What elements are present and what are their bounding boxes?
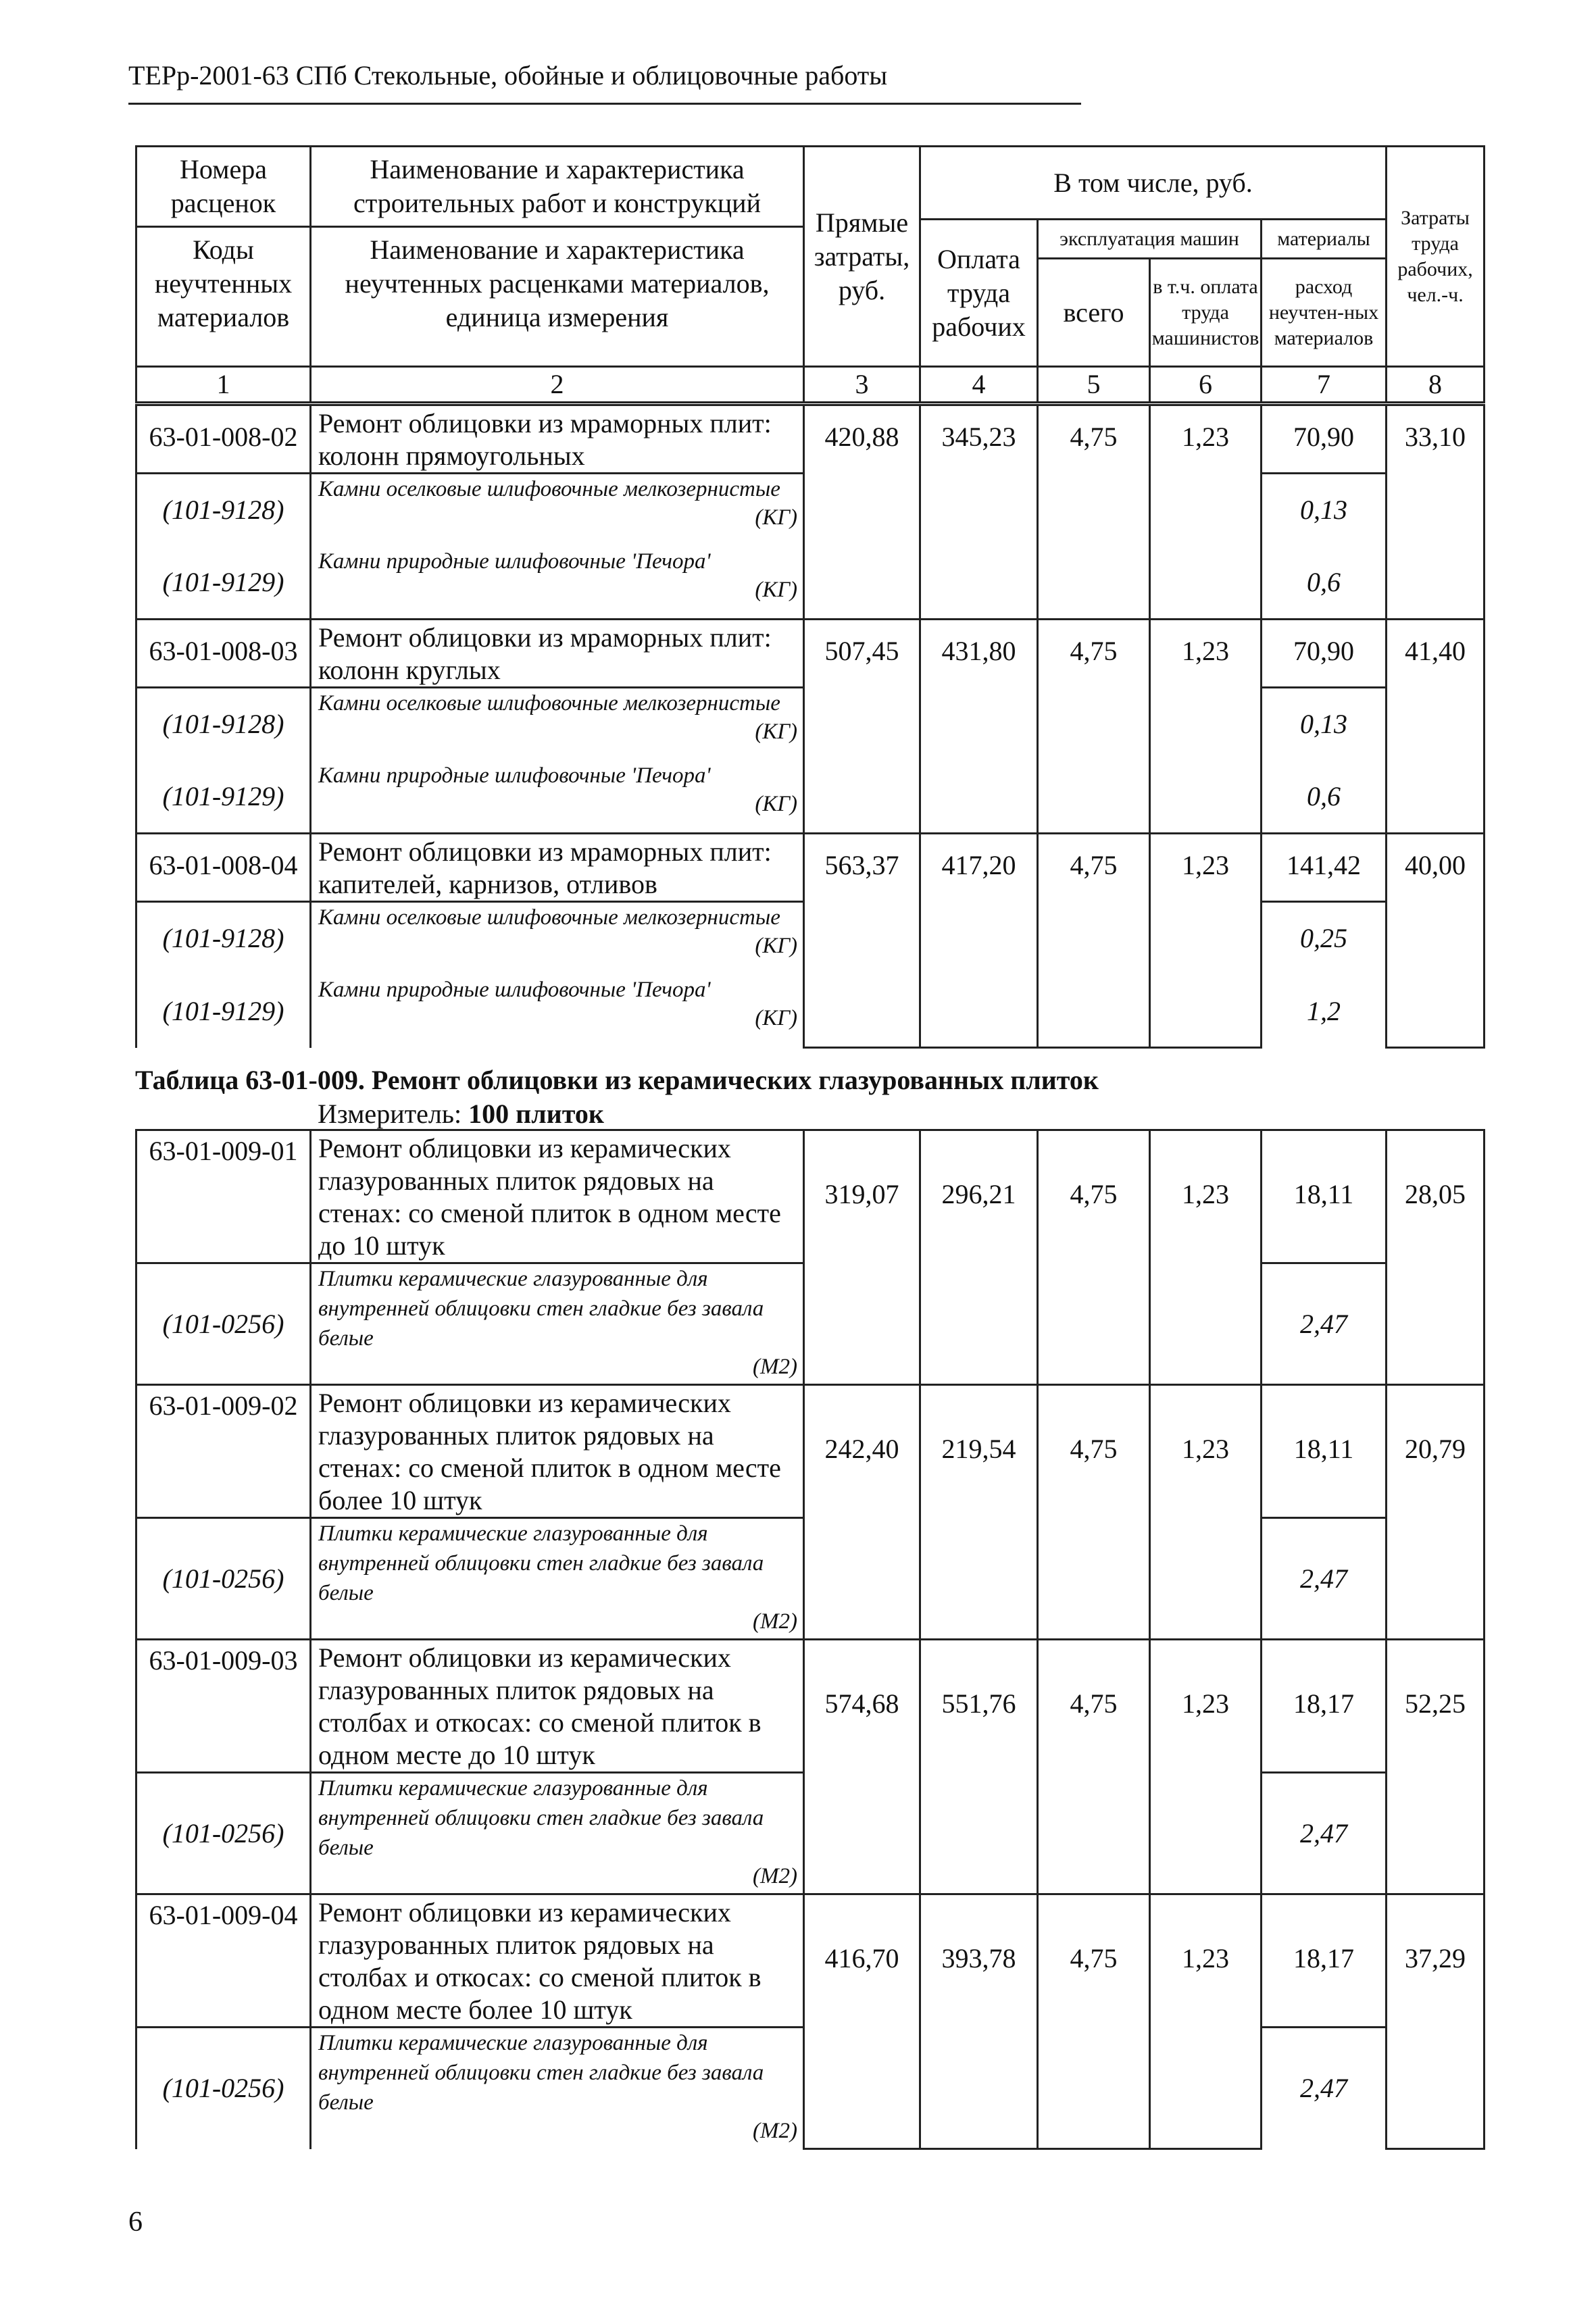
table-row bbox=[136, 1894, 1485, 2028]
work-name: Ремонт облицовки из керамических глазурованных плиток рядовых на стенах: со сменой плиток в одном месте более 10 штук bbox=[311, 1385, 804, 1518]
material-name: Камни природные шлифовочные 'Печора' bbox=[318, 763, 711, 788]
work-name: Ремонт облицовки из керамических глазурованных плиток рядовых на стенах: со сменой плиток в одном месте до 10 штук bbox=[311, 1130, 804, 1263]
material-quantity: 2,47 bbox=[1262, 2028, 1387, 2149]
material-cell bbox=[311, 547, 804, 620]
material-quantity: 0,13 bbox=[1262, 474, 1387, 547]
table-009-body bbox=[135, 1129, 1485, 2150]
material-unit: (КГ) bbox=[755, 934, 797, 958]
machine-labor: 1,23 bbox=[1150, 405, 1262, 620]
machine-total: 4,75 bbox=[1038, 1640, 1150, 1894]
material-name: Плитки керамические глазурованные для внутренней облицовки стен гладкие без завала белые bbox=[318, 1776, 764, 1860]
machine-labor: 1,23 bbox=[1150, 834, 1262, 1048]
machine-total: 4,75 bbox=[1038, 1385, 1150, 1640]
machine-total: 4,75 bbox=[1038, 834, 1150, 1048]
material-quantity: 0,6 bbox=[1262, 761, 1387, 834]
direct-cost: 242,40 bbox=[804, 1385, 920, 1640]
work-name: Ремонт облицовки из мраморных плит: капителей, карнизов, отливов bbox=[311, 834, 804, 902]
machine-total: 4,75 bbox=[1038, 620, 1150, 834]
material-code: (101-9128) bbox=[136, 688, 311, 761]
material-code: (101-9128) bbox=[136, 902, 311, 975]
labor-cost: 345,23 bbox=[920, 405, 1038, 620]
page-title: ТЕРр-2001-63 СПб Стекольные, обойные и облицовочные работы bbox=[128, 60, 888, 91]
labor-hours: 37,29 bbox=[1387, 1894, 1485, 2149]
table-row bbox=[136, 1130, 1485, 1263]
direct-cost: 420,88 bbox=[804, 405, 920, 620]
rate-code: 63-01-008-03 bbox=[136, 620, 311, 688]
table-009-caption: Таблица 63-01-009. Ремонт облицовки из керамических глазурованных плиток bbox=[135, 1065, 1099, 1095]
material-code: (101-9128) bbox=[136, 474, 311, 547]
header-col-6: в т.ч. оплата труда машинистов bbox=[1150, 259, 1262, 367]
labor-cost: 417,20 bbox=[920, 834, 1038, 1048]
machine-total: 4,75 bbox=[1038, 405, 1150, 620]
labor-cost: 431,80 bbox=[920, 620, 1038, 834]
table-row bbox=[136, 405, 1485, 474]
material-cell bbox=[311, 474, 804, 547]
material-quantity: 2,47 bbox=[1262, 1263, 1387, 1385]
title-rule bbox=[128, 103, 1081, 105]
table-row bbox=[136, 1640, 1485, 1773]
materials-cost: 18,17 bbox=[1262, 1894, 1387, 2028]
header-col-8: Затраты труда рабочих, чел.-ч. bbox=[1387, 147, 1485, 367]
header-machines: эксплуатация машин bbox=[1038, 220, 1262, 259]
header-col-2-bottom: Наименование и характеристика неучтенных расценками материалов, единица измерения bbox=[345, 234, 770, 332]
rate-code: 63-01-009-01 bbox=[136, 1130, 311, 1263]
material-name: Камни оселковые шлифовочные мелкозернистые bbox=[318, 905, 780, 930]
table-row bbox=[136, 1385, 1485, 1518]
labor-hours: 40,00 bbox=[1387, 834, 1485, 1048]
header-col-3: Прямые затраты, руб. bbox=[804, 147, 920, 367]
materials-cost: 18,17 bbox=[1262, 1640, 1387, 1773]
machine-labor: 1,23 bbox=[1150, 620, 1262, 834]
header-num-4: 4 bbox=[920, 367, 1038, 403]
material-quantity: 0,6 bbox=[1262, 547, 1387, 620]
material-name: Плитки керамические глазурованные для внутренней облицовки стен гладкие без завала белые bbox=[318, 1267, 764, 1351]
machine-labor: 1,23 bbox=[1150, 1385, 1262, 1640]
direct-cost: 574,68 bbox=[804, 1640, 920, 1894]
unit-value: 100 плиток bbox=[468, 1099, 604, 1129]
header-num-6: 6 bbox=[1150, 367, 1262, 403]
header-col-2-top: Наименование и характеристика строительных работ и конструкций bbox=[311, 147, 803, 228]
material-code: (101-9129) bbox=[136, 761, 311, 834]
material-name: Плитки керамические глазурованные для внутренней облицовки стен гладкие без завала белые bbox=[318, 2031, 764, 2115]
column-header-table bbox=[135, 145, 1485, 403]
material-unit: (М2) bbox=[753, 2119, 797, 2143]
machine-labor: 1,23 bbox=[1150, 1130, 1262, 1385]
material-code: (101-9129) bbox=[136, 547, 311, 620]
material-cell bbox=[311, 761, 804, 834]
material-cell bbox=[311, 1518, 804, 1640]
work-name: Ремонт облицовки из мраморных плит: колонн прямоугольных bbox=[311, 405, 804, 474]
material-unit: (М2) bbox=[753, 1864, 797, 1888]
header-col-1-top: Номера расценок bbox=[137, 147, 309, 228]
work-name: Ремонт облицовки из мраморных плит: колонн круглых bbox=[311, 620, 804, 688]
direct-cost: 416,70 bbox=[804, 1894, 920, 2149]
labor-hours: 41,40 bbox=[1387, 620, 1485, 834]
materials-cost: 70,90 bbox=[1262, 405, 1387, 474]
table-008-body bbox=[135, 404, 1485, 1049]
table-row bbox=[136, 834, 1485, 902]
labor-hours: 52,25 bbox=[1387, 1640, 1485, 1894]
material-code: (101-0256) bbox=[136, 1773, 311, 1894]
direct-cost: 319,07 bbox=[804, 1130, 920, 1385]
material-cell bbox=[311, 902, 804, 975]
labor-cost: 393,78 bbox=[920, 1894, 1038, 2149]
material-name: Камни природные шлифовочные 'Печора' bbox=[318, 549, 711, 574]
header-col-2 bbox=[311, 147, 804, 367]
labor-hours: 28,05 bbox=[1387, 1130, 1485, 1385]
header-num-3: 3 bbox=[804, 367, 920, 403]
material-quantity: 0,13 bbox=[1262, 688, 1387, 761]
header-col-1-bottom: Коды неучтенных материалов bbox=[154, 234, 293, 332]
material-name: Камни оселковые шлифовочные мелкозернистые bbox=[318, 691, 780, 715]
materials-cost: 141,42 bbox=[1262, 834, 1387, 902]
work-name: Ремонт облицовки из керамических глазурованных плиток рядовых на столбах и откосах: со сменой плиток в одном месте более 10 штук bbox=[311, 1894, 804, 2028]
machine-labor: 1,23 bbox=[1150, 1640, 1262, 1894]
table-009-unit bbox=[318, 1098, 604, 1130]
rate-code: 63-01-008-04 bbox=[136, 834, 311, 902]
page-number: 6 bbox=[128, 2207, 143, 2238]
material-name: Плитки керамические глазурованные для внутренней облицовки стен гладкие без завала белые bbox=[318, 1521, 764, 1605]
labor-hours: 20,79 bbox=[1387, 1385, 1485, 1640]
material-quantity: 1,2 bbox=[1262, 975, 1387, 1048]
material-unit: (М2) bbox=[753, 1355, 797, 1379]
material-unit: (М2) bbox=[753, 1609, 797, 1634]
material-quantity: 2,47 bbox=[1262, 1773, 1387, 1894]
header-num-7: 7 bbox=[1262, 367, 1387, 403]
header-group: В том числе, руб. bbox=[920, 147, 1387, 220]
header-materials: материалы bbox=[1262, 220, 1387, 259]
header-col-1 bbox=[136, 147, 311, 367]
machine-labor: 1,23 bbox=[1150, 1894, 1262, 2149]
material-code: (101-0256) bbox=[136, 2028, 311, 2149]
material-code: (101-9129) bbox=[136, 975, 311, 1048]
work-name: Ремонт облицовки из керамических глазурованных плиток рядовых на столбах и откосах: со сменой плиток в одном месте до 10 штук bbox=[311, 1640, 804, 1773]
material-name: Камни природные шлифовочные 'Печора' bbox=[318, 977, 711, 1002]
material-unit: (КГ) bbox=[755, 1005, 797, 1030]
header-num-8: 8 bbox=[1387, 367, 1485, 403]
material-cell bbox=[311, 1773, 804, 1894]
machine-total: 4,75 bbox=[1038, 1130, 1150, 1385]
materials-cost: 18,11 bbox=[1262, 1385, 1387, 1518]
material-name: Камни оселковые шлифовочные мелкозернистые bbox=[318, 477, 780, 501]
material-cell bbox=[311, 2028, 804, 2149]
header-num-2: 2 bbox=[311, 367, 804, 403]
machine-total: 4,75 bbox=[1038, 1894, 1150, 2149]
direct-cost: 563,37 bbox=[804, 834, 920, 1048]
unit-label: Измеритель: bbox=[318, 1099, 462, 1129]
material-cell bbox=[311, 975, 804, 1048]
rate-code: 63-01-008-02 bbox=[136, 405, 311, 474]
direct-cost: 507,45 bbox=[804, 620, 920, 834]
rate-code: 63-01-009-04 bbox=[136, 1894, 311, 2028]
table-row bbox=[136, 620, 1485, 688]
labor-cost: 296,21 bbox=[920, 1130, 1038, 1385]
header-col-7: расход неучтен-ных материалов bbox=[1262, 259, 1387, 367]
material-unit: (КГ) bbox=[755, 505, 797, 530]
material-cell bbox=[311, 1263, 804, 1385]
material-unit: (КГ) bbox=[755, 720, 797, 744]
material-unit: (КГ) bbox=[755, 577, 797, 602]
materials-cost: 18,11 bbox=[1262, 1130, 1387, 1263]
header-col-5: всего bbox=[1038, 259, 1150, 367]
rate-code: 63-01-009-02 bbox=[136, 1385, 311, 1518]
labor-cost: 551,76 bbox=[920, 1640, 1038, 1894]
material-code: (101-0256) bbox=[136, 1518, 311, 1640]
material-cell bbox=[311, 688, 804, 761]
header-col-4: Оплата труда рабочих bbox=[920, 220, 1038, 367]
material-unit: (КГ) bbox=[755, 791, 797, 816]
labor-hours: 33,10 bbox=[1387, 405, 1485, 620]
labor-cost: 219,54 bbox=[920, 1385, 1038, 1640]
materials-cost: 70,90 bbox=[1262, 620, 1387, 688]
material-quantity: 0,25 bbox=[1262, 902, 1387, 975]
material-code: (101-0256) bbox=[136, 1263, 311, 1385]
material-quantity: 2,47 bbox=[1262, 1518, 1387, 1640]
header-num-5: 5 bbox=[1038, 367, 1150, 403]
header-num-1: 1 bbox=[136, 367, 311, 403]
rate-code: 63-01-009-03 bbox=[136, 1640, 311, 1773]
